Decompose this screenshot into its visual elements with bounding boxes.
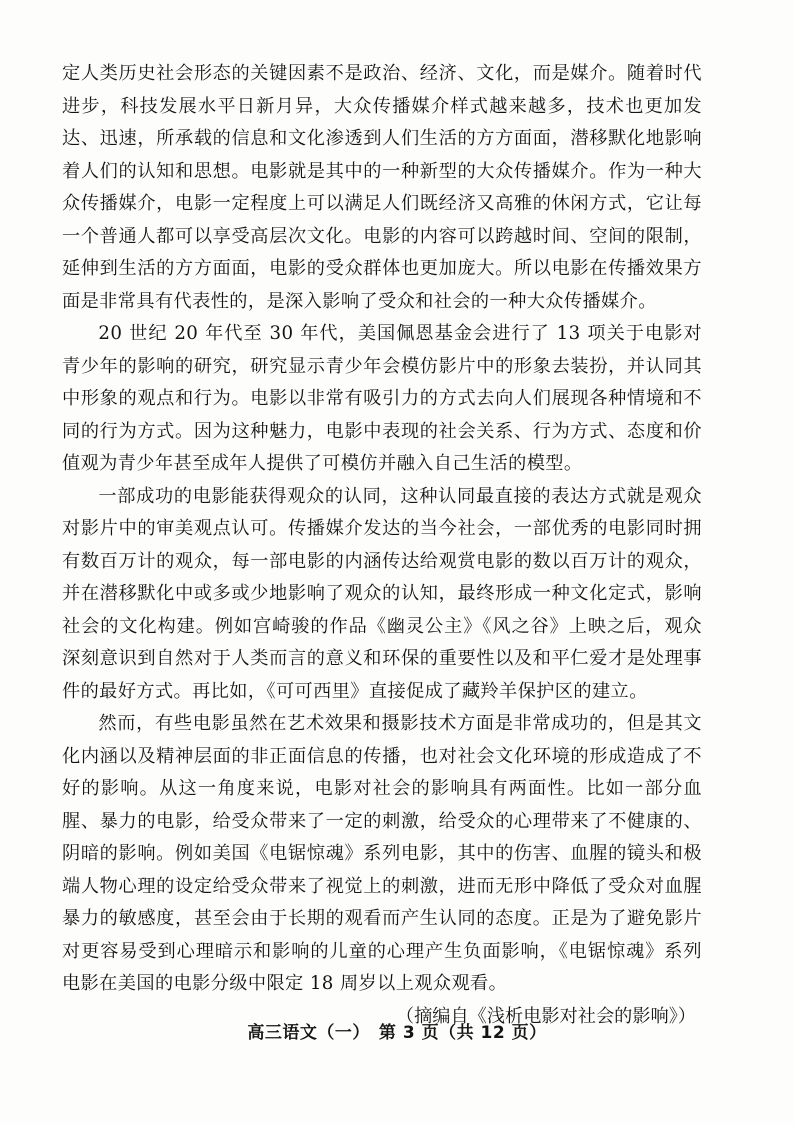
paragraph-audience-identity: 一部成功的电影能获得观众的认同，这种认同最直接的表达方式就是观众对影片中的审美观点认可。传播媒介发达的当今社会，一部优秀的电影同时拥有数百万计的观众，每一部电影的内涵传达给观赏电影的数以百万计的观众，并在潜移默化中或多或少地影响了观众的认知，最终形成一种文化定式，影响社会的文化构建。例如宫崎骏的作品《幽灵公主》《风之谷》上映之后，观众深刻意识到自然对于人类而言的意义和环保的重要性以及和平仁爱才是处理事件的最好方式。再比如，《可可西里》直接促成了藏羚羊保护区的建立。 (62, 485, 702, 702)
article-body (62, 58, 702, 1033)
page-footer: 高三语文（一） 第 3 页（共 12 页） (247, 1023, 547, 1043)
paragraph-negative-influence: 然而，有些电影虽然在艺术效果和摄影技术方面是非常成功的，但是其文化内涵以及精神层面的非正面信息的传播，也对社会文化环境的形成造成了不好的影响。从这一角度来说，电影对社会的影响具有两面性。比如一部分血腥、暴力的电影，给受众带来了一定的刺激，给受众的心理带来了不健康的、阴暗的影响。例如美国《电锯惊魂》系列电影，其中的伤害、血腥的镜头和极端人物心理的设定给受众带来了视觉上的刺激，进而无形中降低了受众对血腥暴力的敏感度，甚至会由于长期的观看而产生认同的态度。正是为了避免影片对更容易受到心理暗示和影响的儿童的心理产生负面影响，《电锯惊魂》系列电影在美国的电影分级中限定 18 周岁以上观众观看。 (62, 713, 702, 994)
source-citation: （摘编自《浅析电影对社会的影响》） (395, 1005, 696, 1027)
paragraph-payne-fund: 20 世纪 20 年代至 30 年代，美国佩恩基金会进行了 13 项关于电影对青少年的影响的研究，研究显示青少年会模仿影片中的形象去装扮，并认同其中形象的观点和行为。电影以非常有吸引力的方式去向人们展现各种情境和不同的行为方式。因为这种魅力，电影中表现的社会关系、行为方式、态度和价值观为青少年甚至成年人提供了可模仿并融入自己生活的模型。 (62, 323, 702, 474)
paragraph-continued: 定人类历史社会形态的关键因素不是政治、经济、文化，而是媒介。随着时代进步，科技发展水平日新月异，大众传播媒介样式越来越多，技术也更加发达、迅速，所承载的信息和文化渗透到人们生活的方方面面，潜移默化地影响着人们的认知和思想。电影就是其中的一种新型的大众传播媒介。作为一种大众传播媒介，电影一定程度上可以满足人们既经济又高雅的休闲方式，它让每一个普通人都可以享受高层次文化。电影的内容可以跨越时间、空间的限制，延伸到生活的方方面面，电影的受众群体也更加庞大。所以电影在传播效果方面是非常具有代表性的，是深入影响了受众和社会的一种大众传播媒介。 (62, 63, 702, 312)
